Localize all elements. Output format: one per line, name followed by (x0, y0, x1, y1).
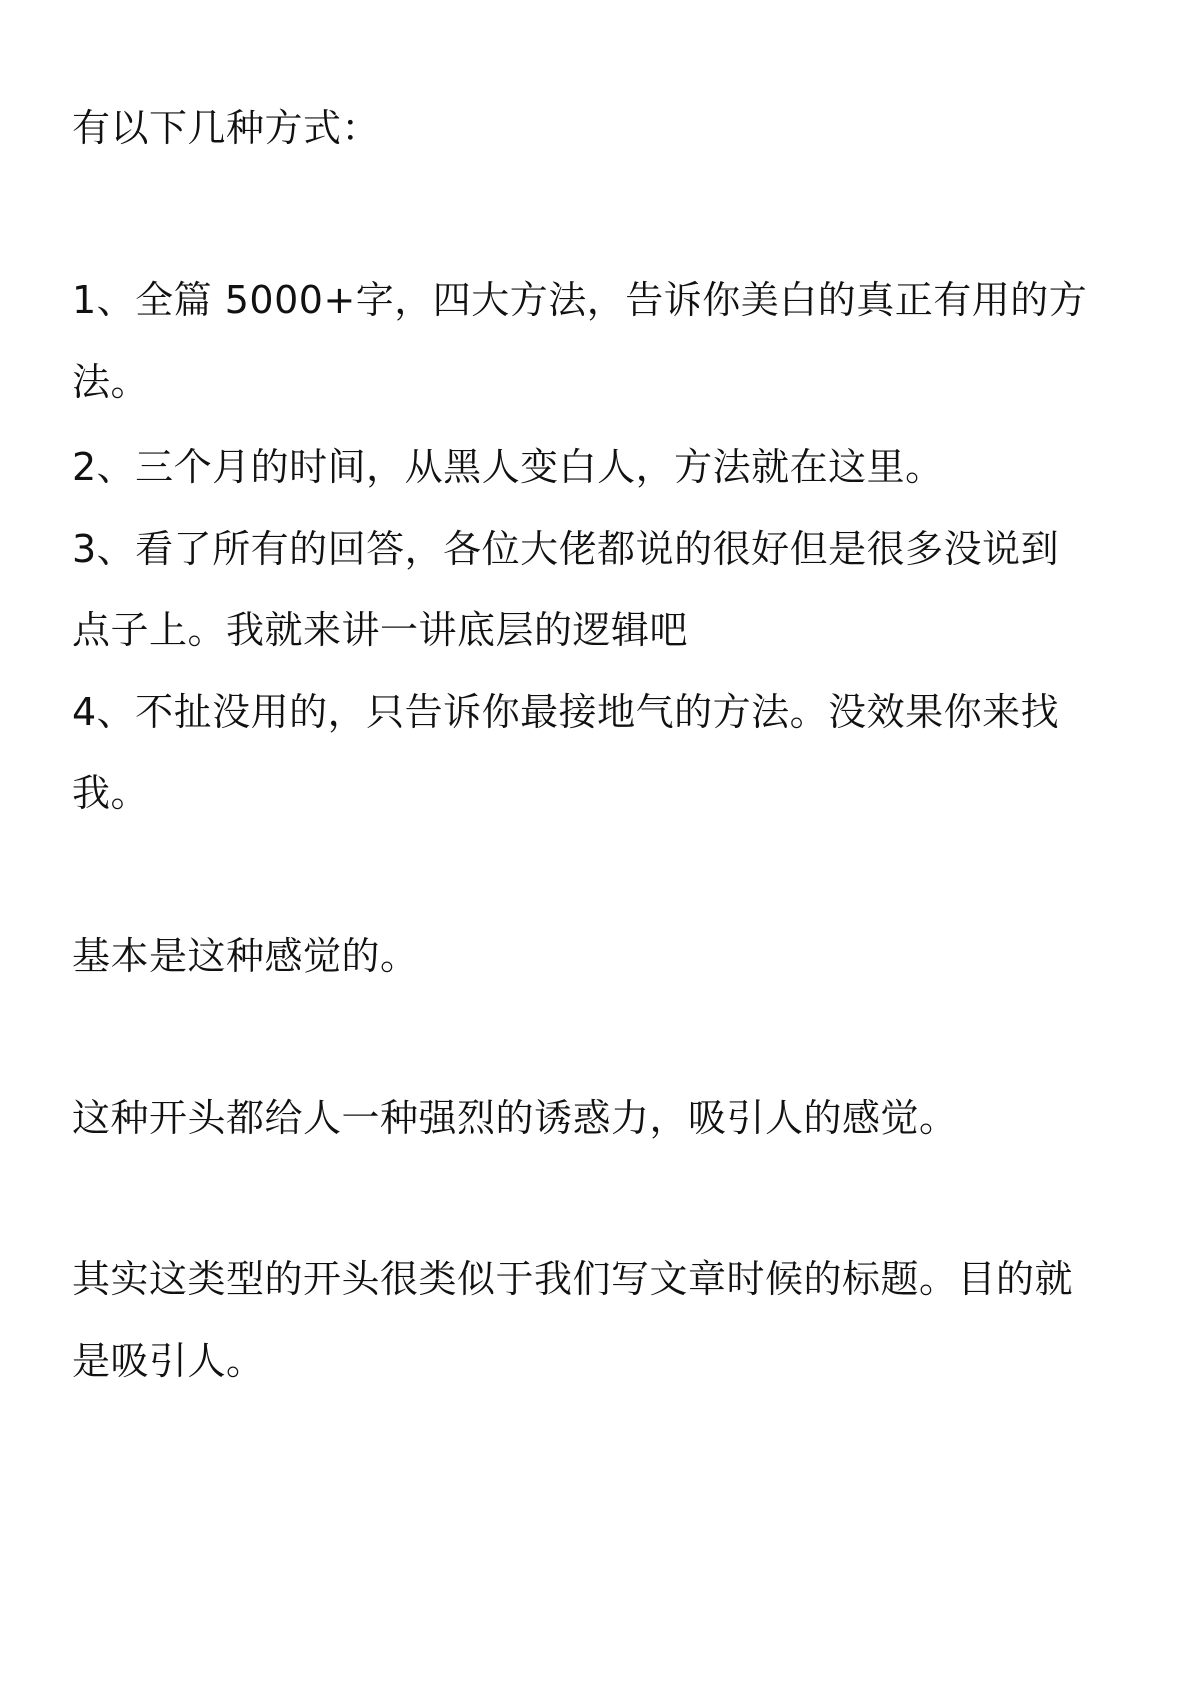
list-item-3-line-1: 3、看了所有的回答，各位大佬都说的很好但是很多没说到 (72, 527, 1060, 571)
attraction-paragraph: 这种开头都给人一种强烈的诱惑力，吸引人的感觉。 (72, 1096, 958, 1140)
list-item-4-line-1: 4、不扯没用的，只告诉你最接地气的方法。没效果你来找 (72, 690, 1060, 734)
list-item-3-line-2: 点子上。我就来讲一讲底层的逻辑吧 (72, 608, 689, 652)
title-paragraph-line-2: 是吸引人。 (72, 1339, 265, 1383)
list-item-1-line-1: 1、全篇 5000+字，四大方法，告诉你美白的真正有用的方 (72, 278, 1088, 322)
list-item-1-line-2: 法。 (72, 360, 150, 404)
list-item-2-line-1: 2、三个月的时间，从黑人变白人，方法就在这里。 (72, 445, 944, 489)
title-paragraph-line-1: 其实这类型的开头很类似于我们写文章时候的标题。目的就 (72, 1257, 1074, 1301)
intro-text: 有以下几种方式： (72, 106, 381, 150)
list-item-4-line-2: 我。 (72, 771, 150, 815)
feeling-paragraph: 基本是这种感觉的。 (72, 934, 419, 978)
